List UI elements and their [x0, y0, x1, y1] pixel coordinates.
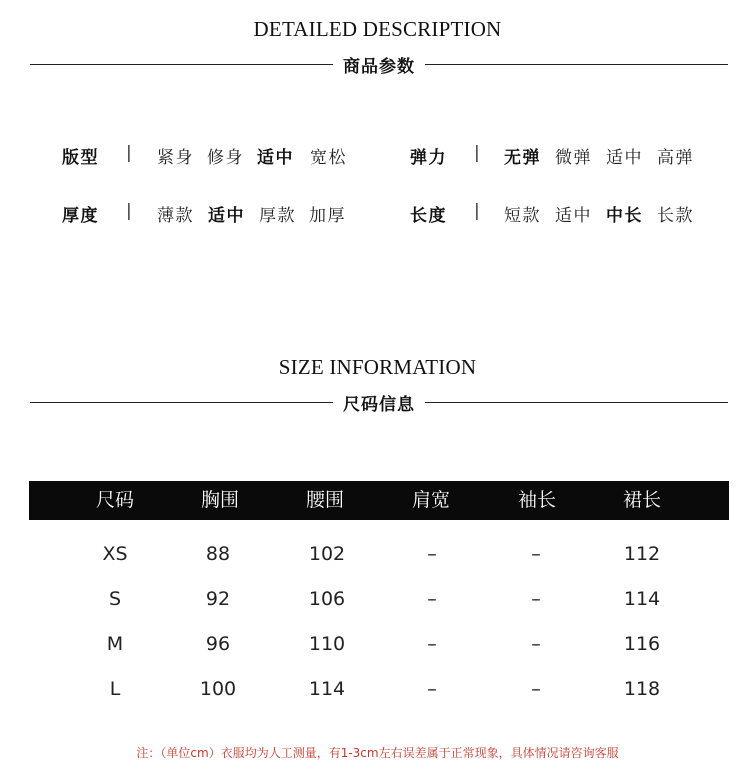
param-label-thickness: 厚度 [62, 206, 99, 226]
size-subtitle: 尺码信息 [343, 394, 415, 415]
cell-waist: 110 [308, 633, 346, 655]
header-size: 尺码 [95, 489, 135, 511]
cell-skirt-length: 116 [623, 633, 661, 655]
table-row [29, 674, 729, 704]
detailed-description-title: DETAILED DESCRIPTION [253, 17, 502, 41]
cell-waist: 102 [308, 543, 346, 565]
measurement-note: 注：（单位cm）衣服均为人工测量，有1-3cm左右误差属于正常现象，具体情况请咨询客服 [136, 746, 619, 760]
param-option-thickness: 加厚 [309, 206, 346, 226]
cell-sleeve: – [531, 633, 541, 655]
cell-shoulder: – [427, 633, 437, 655]
param-option-length: 短款 [504, 206, 541, 226]
param-separator: | [126, 201, 134, 221]
cell-shoulder: – [427, 678, 437, 700]
table-row [29, 539, 729, 569]
size-subtitle-rule [30, 390, 728, 414]
param-option-fit: 修身 [207, 148, 244, 168]
divider-line-right [425, 64, 728, 65]
param-option-thickness: 薄款 [157, 206, 194, 226]
detail-subtitle-rule [30, 52, 728, 76]
cell-size: L [109, 678, 121, 700]
cell-sleeve: – [531, 678, 541, 700]
cell-size: XS [102, 543, 128, 565]
param-label-fit: 版型 [62, 148, 99, 168]
param-option-thickness: 厚款 [259, 206, 296, 226]
size-table-header [29, 481, 729, 520]
cell-bust: 96 [205, 633, 231, 655]
param-separator: | [474, 201, 482, 221]
cell-size: M [106, 633, 124, 655]
cell-sleeve: – [531, 543, 541, 565]
param-option-thickness-selected: 适中 [208, 206, 245, 226]
header-bust: 胸围 [200, 489, 240, 511]
cell-bust: 92 [205, 588, 231, 610]
param-option-fit: 宽松 [310, 148, 347, 168]
param-option-fit-selected: 适中 [257, 148, 294, 168]
param-separator: | [474, 143, 482, 163]
table-row [29, 584, 729, 614]
divider-line-left [30, 402, 333, 403]
param-option-elasticity: 适中 [606, 148, 643, 168]
param-option-fit: 紧身 [157, 148, 194, 168]
header-waist: 腰围 [305, 489, 345, 511]
param-row-1 [0, 143, 755, 167]
param-label-elasticity: 弹力 [410, 148, 447, 168]
cell-bust: 100 [199, 678, 237, 700]
param-option-elasticity-selected: 无弹 [504, 148, 541, 168]
cell-skirt-length: 112 [623, 543, 661, 565]
header-sleeve: 袖长 [517, 489, 557, 511]
cell-sleeve: – [531, 588, 541, 610]
divider-line-left [30, 64, 333, 65]
cell-shoulder: – [427, 543, 437, 565]
param-separator: | [126, 143, 134, 163]
cell-waist: 106 [308, 588, 346, 610]
param-option-elasticity: 微弹 [555, 148, 592, 168]
divider-line-right [425, 402, 728, 403]
header-shoulder: 肩宽 [411, 489, 451, 511]
cell-bust: 88 [205, 543, 231, 565]
detail-subtitle: 商品参数 [343, 56, 415, 77]
cell-skirt-length: 114 [623, 588, 661, 610]
param-row-2 [0, 201, 755, 225]
cell-size: S [108, 588, 122, 610]
cell-skirt-length: 118 [623, 678, 661, 700]
param-option-elasticity: 高弹 [657, 148, 694, 168]
param-label-length: 长度 [410, 206, 447, 226]
cell-waist: 114 [308, 678, 346, 700]
header-skirt-length: 裙长 [622, 489, 662, 511]
cell-shoulder: – [427, 588, 437, 610]
size-information-title: SIZE INFORMATION [278, 355, 477, 379]
table-row [29, 629, 729, 659]
param-option-length: 适中 [555, 206, 592, 226]
param-option-length: 长款 [657, 206, 694, 226]
param-option-length-selected: 中长 [606, 206, 643, 226]
